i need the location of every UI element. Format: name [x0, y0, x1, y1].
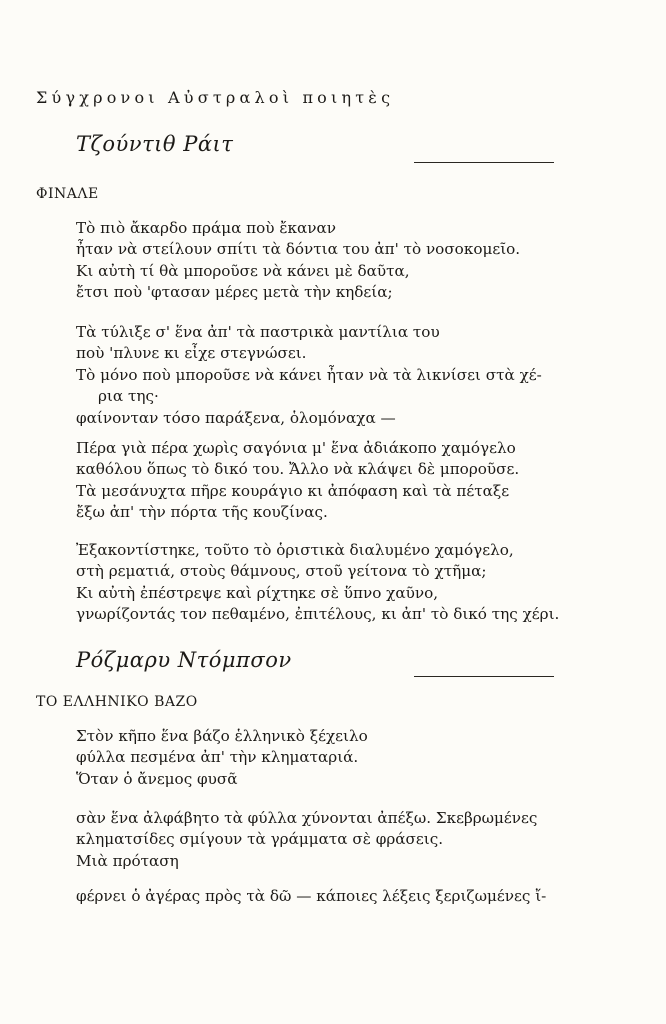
verse-line: ἔξω ἀπ' τὴν πόρτα τῆς κουζίνας. [76, 503, 328, 522]
verse-line: κληματσίδες σμίγουν τὰ γράμματα σὲ φράσεις. [76, 830, 444, 849]
verse-line: φαίνονταν τόσο παράξενα, ὁλομόναχα — [76, 408, 396, 427]
poem-title: ΦΙΝΑΛΕ [36, 186, 99, 202]
verse-line: Κι αὐτὴ ἐπέστρεψε καὶ ρίχτηκε σὲ ὕπνο χαῦνο, [76, 583, 439, 602]
verse-line: Ὅταν ὁ ἄνεμος φυσᾶ [76, 769, 238, 788]
verse-line: Πέρα γιὰ πέρα χωρὶς σαγόνια μ' ἕνα ἀδιάκοπο χαμόγελο [76, 439, 516, 457]
verse-line: σὰν ἕνα ἀλφάβητο τὰ φύλλα χύνονται ἀπέξω. Σκεβρωμένες [76, 809, 538, 827]
verse-line: καθόλου ὅπως τὸ δικό του. Ἄλλο νὰ κλάψει δὲ μποροῦσε. [76, 460, 520, 479]
verse-line: Στὸν κῆπο ἕνα βάζο ἑλληνικὸ ξέχειλο [76, 727, 368, 745]
verse-line: φέρνει ὁ ἀγέρας πρὸς τὰ δῶ — κάποιες λέξεις ξεριζωμένες ἴ- [76, 887, 547, 905]
stanza [76, 808, 576, 872]
stanza [76, 726, 576, 790]
author-name: Ρόζμαρυ Ντόμπσον [76, 648, 292, 672]
verse-line: γνωρίζοντάς τον πεθαμένο, ἐπιτέλους, κι ἀπ' τὸ δικό της χέρι. [76, 605, 560, 624]
stanza [76, 438, 576, 524]
verse-line: Τὸ πιὸ ἄκαρδο πράμα ποὺ ἔκαναν [76, 219, 336, 237]
verse-line: στὴ ρεματιά, στοὺς θάμνους, στοῦ γείτονα τὸ χτῆμα; [76, 562, 487, 581]
stanza [76, 540, 576, 626]
verse-line: ρια της· [98, 387, 159, 406]
author-rule [414, 676, 554, 677]
running-header: Σύγχρονοι Αὐστραλοὶ ποιητὲς [36, 88, 395, 107]
author-name: Τζούντιθ Ράιτ [76, 132, 234, 156]
verse-line: Τὰ μεσάνυχτα πῆρε κουράγιο κι ἀπόφαση καὶ τὰ πέταξε [76, 481, 510, 500]
verse-line: Κι αὐτὴ τί θὰ μποροῦσε νὰ κάνει μὲ δαῦτα, [76, 261, 410, 280]
verse-line: ποὺ 'πλυνε κι εἶχε στεγνώσει. [76, 344, 307, 363]
stanza [76, 886, 576, 907]
stanza [76, 322, 576, 429]
verse-line: Μιὰ πρόταση [76, 851, 179, 870]
verse-line: Τὰ τύλιξε σ' ἕνα ἀπ' τὰ παστρικὰ μαντίλια του [76, 323, 440, 341]
poem-title: ΤΟ ΕΛΛΗΝΙΚΟ ΒΑΖΟ [36, 694, 198, 710]
author-rule [414, 162, 554, 163]
stanza [76, 218, 576, 304]
verse-line: φύλλα πεσμένα ἀπ' τὴν κληματαριά. [76, 748, 359, 767]
verse-line: ἔτσι ποὺ 'φτασαν μέρες μετὰ τὴν κηδεία; [76, 283, 393, 302]
verse-line: Ἐξακοντίστηκε, τοῦτο τὸ ὁριστικὰ διαλυμένο χαμόγελο, [76, 541, 514, 559]
verse-line: ἦταν νὰ στείλουν σπίτι τὰ δόντια του ἀπ' τὸ νοσοκομεῖο. [76, 240, 521, 259]
verse-line: Τὸ μόνο ποὺ μποροῦσε νὰ κάνει ἦταν νὰ τὰ λικνίσει στὰ χέ- [76, 365, 542, 384]
